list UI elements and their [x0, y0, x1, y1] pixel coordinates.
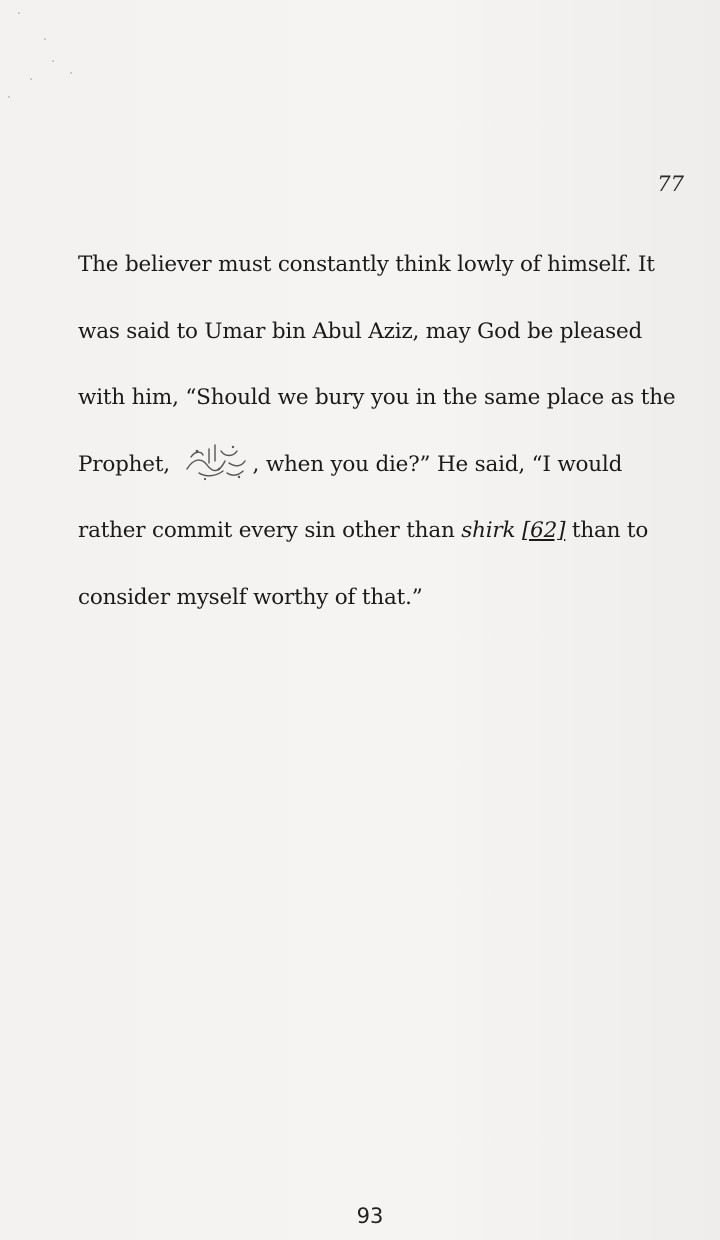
chapter-page-number: 77 — [657, 172, 684, 196]
paragraph-text-part1: The believer must constantly think lowly of himself. It was said to Umar bin Abul Aziz, may God be pleased with him, “Should we bury you in the same place as the Prophet, — [78, 252, 676, 477]
paper-speckle — [44, 38, 46, 40]
paragraph-text-part2: , when you die?” He said, “I would rather commit every sin other than — [78, 451, 623, 543]
paper-speckle — [18, 12, 20, 14]
arabic-honorific-calligraphy-icon — [179, 439, 251, 483]
paper-speckle — [30, 78, 32, 80]
footnote-reference-link[interactable]: [62] — [521, 518, 566, 543]
paragraph-text-part3: than to consider myself worthy of that.” — [78, 518, 649, 610]
paper-speckle — [70, 72, 72, 74]
paper-speckle — [52, 60, 54, 62]
italic-term-shirk: shirk — [461, 518, 516, 543]
paper-speckle — [8, 96, 10, 98]
footer-page-number: 93 — [356, 1204, 384, 1228]
body-paragraph — [78, 232, 690, 631]
